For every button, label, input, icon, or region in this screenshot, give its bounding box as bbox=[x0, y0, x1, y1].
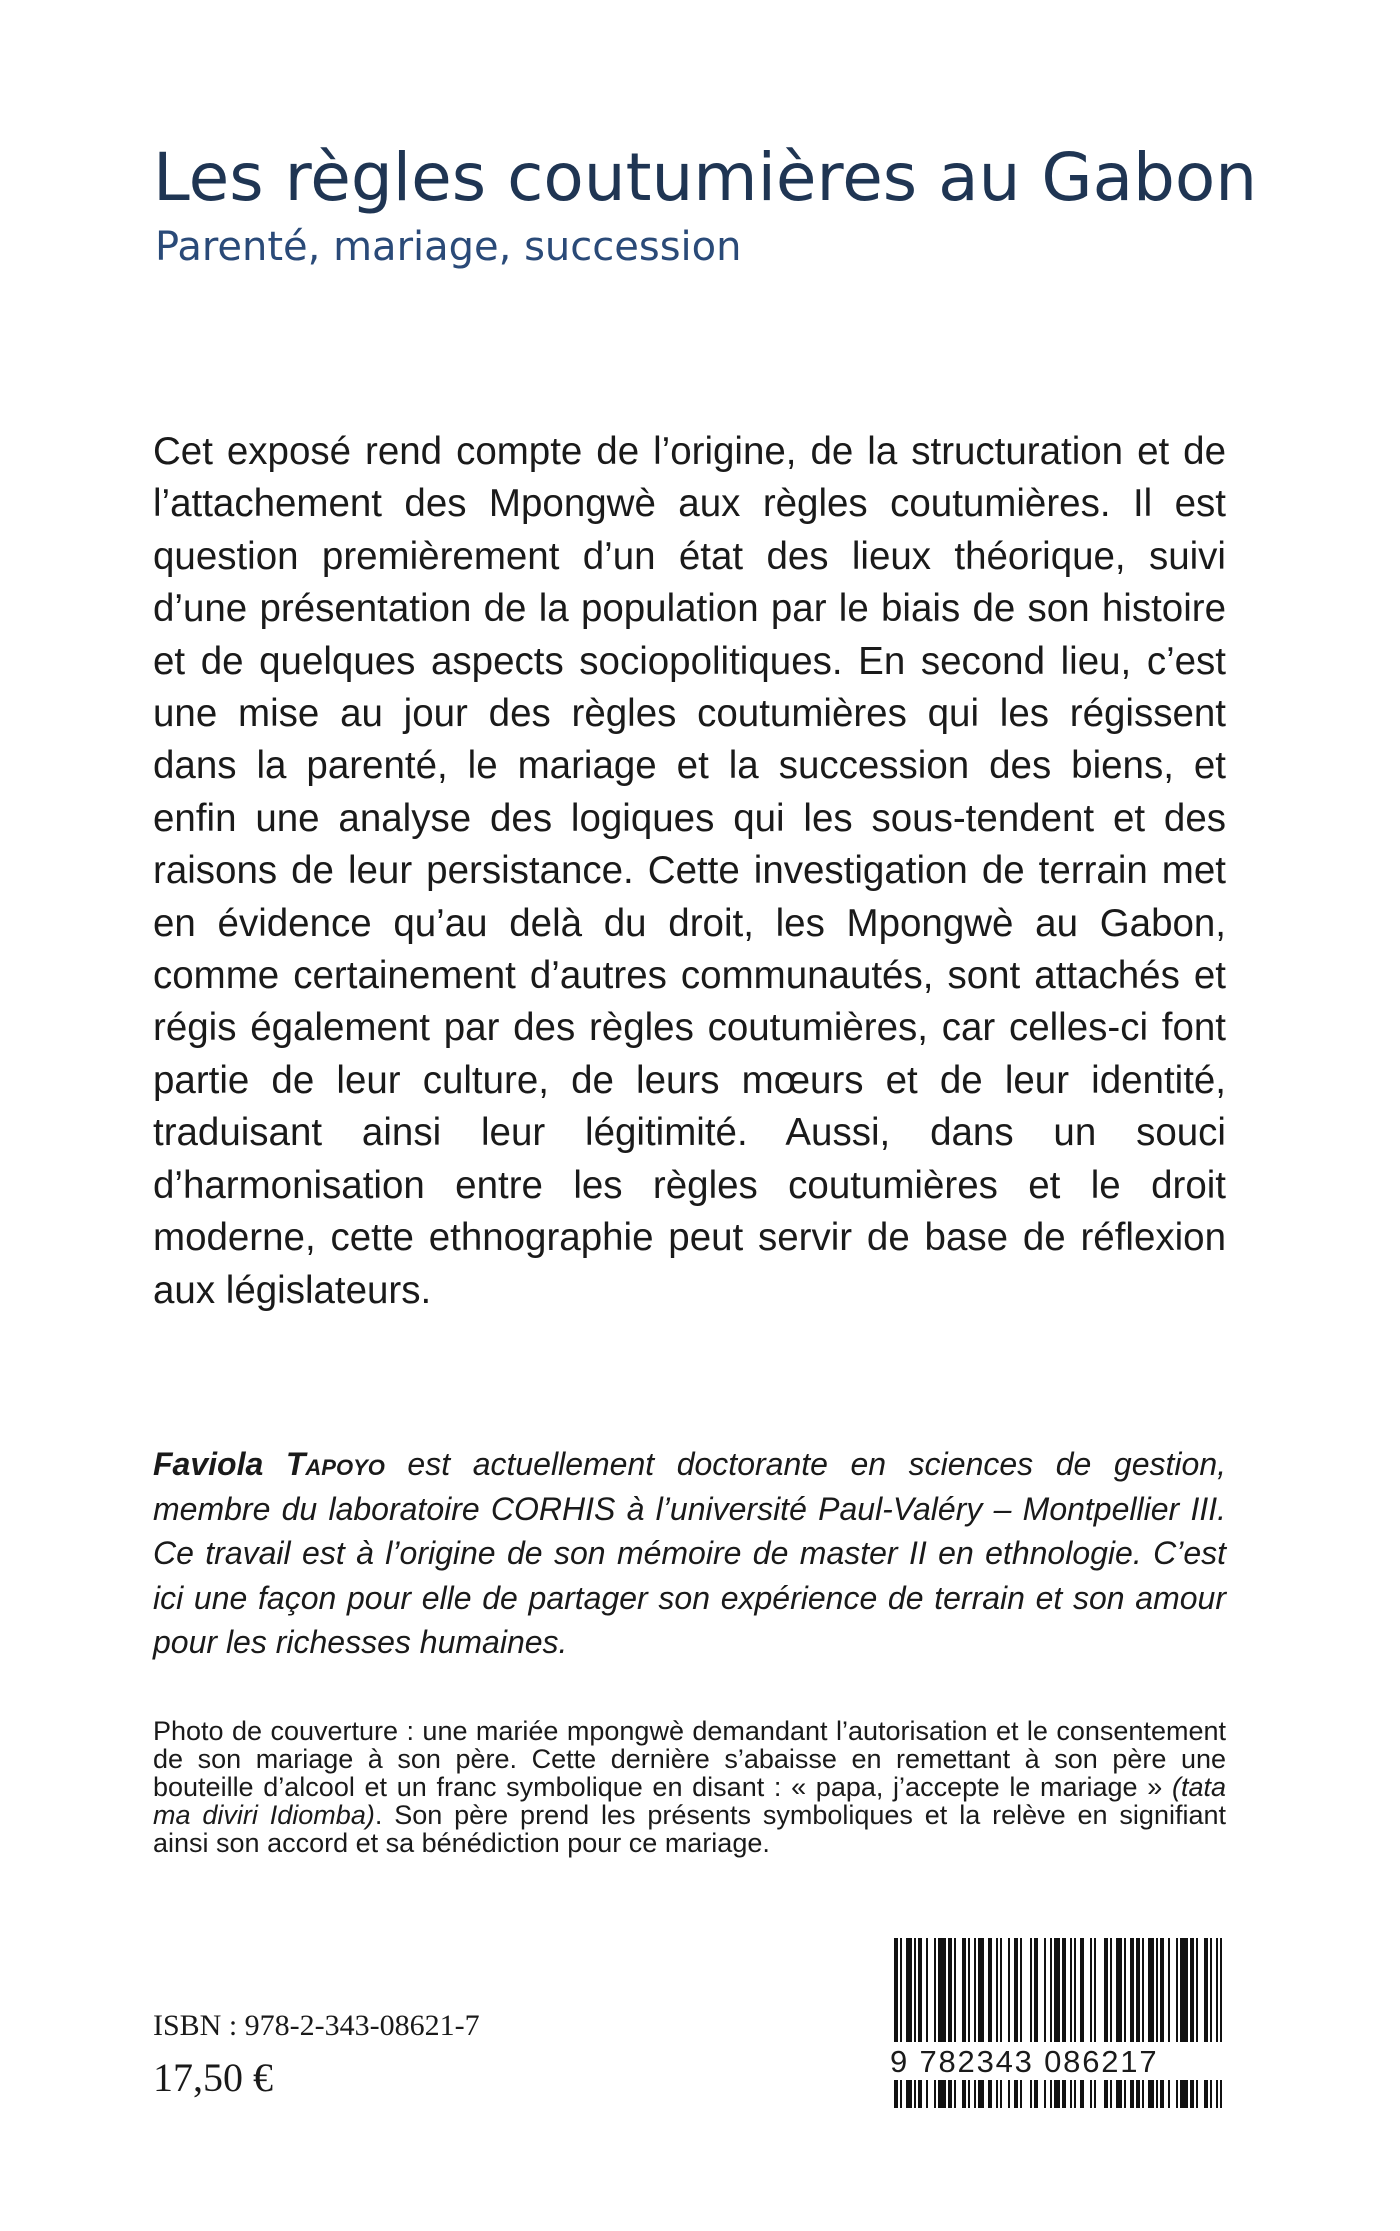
barcode-bar bbox=[934, 1938, 936, 2108]
barcode-bar bbox=[1054, 1938, 1060, 2108]
barcode-bar bbox=[926, 1938, 928, 2108]
barcode-bar bbox=[1020, 1938, 1022, 2108]
barcode-bar bbox=[1124, 1938, 1126, 2108]
barcode-bar bbox=[1130, 1938, 1134, 2108]
barcode-bar bbox=[988, 1938, 992, 2108]
barcode-bar bbox=[1204, 1938, 1208, 2108]
barcode-bar bbox=[974, 1938, 976, 2108]
barcode-bar bbox=[1070, 1938, 1072, 2108]
barcode-bar bbox=[1168, 1938, 1170, 2108]
book-summary: Cet exposé rend compte de l’origine, de la structuration et de l’attachement des Mpongwè aux règles coutumières. Il est question premièrement d’un état des lieux théorique, suivi d’une présentation de la population par le biais de son histoire et de quelques aspects sociopolitiques. En second lieu, c’est une mise au jour des règles coutumières qui les régissent dans la parenté, le mariage et la succession des biens, et enfin une analyse des logiques qui les sous-tendent et des raisons de leur persistance. Cette investigation de terrain met en évidence qu’au delà du droit, les Mpongwè au Gabon, comme certainement d’autres communautés, sont attachés et régis également par des règles coutumières, car celles-ci font partie de leur culture, de leurs mœurs et de leur identité, traduisant ainsi leur légitimité. Aussi, dans un souci d’harmonisation entre les règles coutumières et le droit moderne, cette ethnographie peut servir de base de réflexion aux législateurs. bbox=[153, 430, 1226, 1312]
barcode-bar bbox=[1220, 1938, 1222, 2108]
barcode-bar bbox=[894, 1938, 898, 2108]
barcode-bar bbox=[1080, 1938, 1084, 2108]
barcode-bar bbox=[906, 1938, 912, 2108]
author-first-name: Faviola bbox=[153, 1446, 264, 1482]
barcode-bar bbox=[1196, 1938, 1198, 2108]
barcode-bar bbox=[968, 1938, 970, 2108]
book-subtitle: Parenté, mariage, succession bbox=[155, 224, 742, 270]
barcode-bar bbox=[954, 1938, 956, 2108]
caption-text-2: . Son père prend les présents symboliques et la relève en signifiant ainsi son accord et sa bénédiction pour ce mariage. bbox=[153, 1800, 1226, 1858]
barcode-bar bbox=[1094, 1938, 1096, 2108]
barcode-bar bbox=[1136, 1938, 1140, 2108]
barcode-bar bbox=[1210, 1938, 1212, 2108]
barcode-bar bbox=[1176, 1938, 1178, 2108]
barcode-bar bbox=[1044, 1938, 1046, 2108]
barcode-bar bbox=[1110, 1938, 1112, 2108]
barcode-bar bbox=[996, 1938, 998, 2108]
barcode-bar bbox=[1190, 1938, 1194, 2108]
cover-photo-caption bbox=[153, 1717, 1226, 1857]
barcode-bar bbox=[1000, 1938, 1002, 2108]
isbn-text: ISBN : 978-2-343-08621-7 bbox=[153, 2009, 480, 2042]
barcode-bars bbox=[890, 1938, 1226, 2108]
author-bio-text: est actuellement doctorante en sciences de gestion, membre du laboratoire CORHIS à l’université Paul-Valéry – Montpellier III. Ce travail est à l’origine de son mémoire de master II en ethnologie. C’est ici une façon pour elle de partager son expérience de terrain et son amour pour les richesses humaines. bbox=[153, 1446, 1227, 1660]
barcode-bar bbox=[1148, 1938, 1154, 2108]
barcode-bar bbox=[938, 1938, 946, 2108]
author-last-name: Tapoyo bbox=[285, 1446, 385, 1482]
author-bio bbox=[153, 1442, 1226, 1665]
book-title: Les règles coutumières au Gabon bbox=[153, 139, 1258, 216]
barcode-bar bbox=[1104, 1938, 1108, 2108]
barcode-bar bbox=[1034, 1938, 1038, 2108]
barcode-image bbox=[890, 1938, 1226, 2108]
barcode-bar bbox=[1014, 1938, 1018, 2108]
barcode-bar bbox=[1062, 1938, 1066, 2108]
caption-text-1: Photo de couverture : une mariée mpongwè demandant l’autorisation et le consentement de son mariage à son père. Cette dernière s’abaisse en remettant à son père une bouteille d’alcool et un franc symbolique en disant : « papa, j’accepte le mariage » bbox=[153, 1716, 1226, 1802]
barcode-bar bbox=[1142, 1938, 1144, 2108]
barcode-bar bbox=[900, 1938, 902, 2108]
barcode-bar bbox=[1074, 1938, 1076, 2108]
barcode-bar bbox=[1090, 1938, 1092, 2108]
barcode-bar bbox=[1050, 1938, 1052, 2108]
caption-italic: (tata ma diviri Idiomba) bbox=[153, 1772, 1226, 1830]
barcode-bar bbox=[1216, 1938, 1218, 2108]
barcode-bar bbox=[962, 1938, 966, 2108]
price-text: 17,50 € bbox=[153, 2055, 273, 2100]
barcode-bar bbox=[1180, 1938, 1188, 2108]
barcode-bar bbox=[1116, 1938, 1122, 2108]
barcode-bar bbox=[1156, 1938, 1158, 2108]
barcode-bar bbox=[914, 1938, 916, 2108]
barcode-bar bbox=[918, 1938, 922, 2108]
barcode-bar bbox=[1030, 1938, 1032, 2108]
barcode-bar bbox=[948, 1938, 952, 2108]
barcode-bar bbox=[978, 1938, 984, 2108]
barcode-bar bbox=[1160, 1938, 1164, 2108]
barcode-number: 9 782343 086217 bbox=[890, 2042, 1226, 2080]
barcode-bar bbox=[1008, 1938, 1010, 2108]
